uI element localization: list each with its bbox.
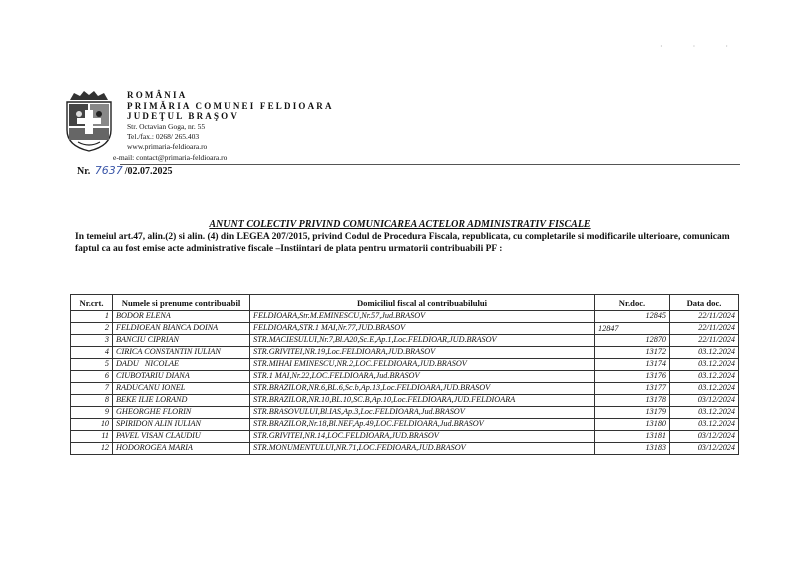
cell-address: STR.GRIVITEI,NR.19,Loc.FELDIOARA,JUD.BRASOV <box>250 347 595 359</box>
table-header-row <box>71 295 739 311</box>
cell-doc: 13178 <box>595 395 670 407</box>
cell-date: 03/12/2024 <box>670 443 739 455</box>
institution-phone: Tel./fax.: 0268/ 265.403 <box>127 131 200 141</box>
cell-address: STR.MONUMENTULUI,NR.71,LOC.FEDIOARA,JUD.BRASOV <box>250 443 595 455</box>
table-row <box>71 335 739 347</box>
registration-number <box>77 164 173 177</box>
cell-address: FELDIOARA,Str.M.EMINESCU,Nr.57,Jud.BRASOV <box>250 311 595 323</box>
cell-address: STR.1 MAI,Nr.22,LOC.FELDIOARA,Jud.BRASOV <box>250 371 595 383</box>
county-name: JUDEŢUL BRAŞOV <box>127 111 240 121</box>
table-row <box>71 419 739 431</box>
cell-name: DADU NICOLAE <box>113 359 250 371</box>
cell-doc: 12870 <box>595 335 670 347</box>
institution-email[interactable]: e-mail: contact@primaria-feldioara.ro <box>113 153 228 162</box>
cell-address: STR.BRASOVULUI,Bl.IAS,Ap.3,Loc.FELDIOARA,Jud.BRASOV <box>250 407 595 419</box>
cell-address: STR.MACIESULUI,Nr.7,Bl.A20,Sc.E,Ap.1,Loc.FELDIOAR,JUD.BRASOV <box>250 335 595 347</box>
table-row <box>71 323 739 335</box>
table-row <box>71 311 739 323</box>
cell-date: 03.12.2024 <box>670 371 739 383</box>
cell-date: 03.12.2024 <box>670 419 739 431</box>
institution-website[interactable]: www.primaria-feldioara.ro <box>127 141 208 151</box>
cell-name: BANCIU CIPRIAN <box>113 335 250 347</box>
institution-header <box>127 90 334 152</box>
cell-nr: 9 <box>71 407 113 419</box>
table-row <box>71 383 739 395</box>
cell-nr: 2 <box>71 323 113 335</box>
cell-name: CIRICA CONSTANTIN IULIAN <box>113 347 250 359</box>
cell-name: FELDIOEAN BIANCA DOINA <box>113 323 250 335</box>
cell-date: 03.12.2024 <box>670 347 739 359</box>
cell-address: STR.BRAZILOR,NR.10,BL.10,SC.B,Ap.10,Loc.FELDIOARA,JUD.FELDIOARA <box>250 395 595 407</box>
cell-name: PAVEL VISAN CLAUDIU <box>113 431 250 443</box>
table-row <box>71 395 739 407</box>
coat-of-arms-icon <box>64 90 114 152</box>
nr-label: Nr. <box>77 166 91 177</box>
table-row <box>71 431 739 443</box>
cell-date: 03.12.2024 <box>670 407 739 419</box>
table-row <box>71 371 739 383</box>
cell-name: HODOROGEA MARIA <box>113 443 250 455</box>
cell-name: BODOR ELENA <box>113 311 250 323</box>
cell-date: 03.12.2024 <box>670 359 739 371</box>
cell-doc: 13181 <box>595 431 670 443</box>
col-header-date: Data doc. <box>670 295 739 311</box>
col-header-address: Domiciliul fiscal al contribuabilului <box>250 295 595 311</box>
cell-nr: 8 <box>71 395 113 407</box>
cell-doc: 13174 <box>595 359 670 371</box>
cell-doc: 13180 <box>595 419 670 431</box>
header-divider <box>120 164 740 165</box>
cell-nr: 10 <box>71 419 113 431</box>
cell-nr: 7 <box>71 383 113 395</box>
col-header-nr: Nr.crt. <box>71 295 113 311</box>
cell-nr: 12 <box>71 443 113 455</box>
cell-doc: 12845 <box>595 311 670 323</box>
cell-date: 03/12/2024 <box>670 395 739 407</box>
col-header-doc: Nr.doc. <box>595 295 670 311</box>
cell-name: BEKE ILIE LORAND <box>113 395 250 407</box>
cell-doc: 12847 <box>595 323 670 335</box>
institution-address: Str. Octavian Goga, nr. 55 <box>127 121 206 131</box>
cell-nr: 3 <box>71 335 113 347</box>
cell-date: 22/11/2024 <box>670 335 739 347</box>
cell-doc: 13183 <box>595 443 670 455</box>
table-row <box>71 407 739 419</box>
cell-doc: 13177 <box>595 383 670 395</box>
col-header-name: Numele si prenume contribuabil <box>113 295 250 311</box>
nr-date: /02.07.2025 <box>124 166 173 177</box>
cell-date: 22/11/2024 <box>670 323 739 335</box>
cell-date: 03/12/2024 <box>670 431 739 443</box>
scan-specks: · · · <box>660 42 742 51</box>
cell-nr: 5 <box>71 359 113 371</box>
cell-address: STR.MIHAI EMINESCU,NR.2,LOC.FELDIOARA,JUD.BRASOV <box>250 359 595 371</box>
cell-name: SPIRIDON ALIN IULIAN <box>113 419 250 431</box>
table-row <box>71 347 739 359</box>
cell-doc: 13179 <box>595 407 670 419</box>
country-name: ROMÂNIA <box>127 90 188 100</box>
cell-address: STR.GRIVITEI,NR.14,LOC.FELDIOARA,JUD.BRASOV <box>250 431 595 443</box>
table-row <box>71 359 739 371</box>
taxpayers-table <box>70 294 739 455</box>
cell-address: STR.BRAZILOR,NR.6,BL.6,Sc.b,Ap.13,Loc.FELDIOARA,JUD.BRASOV <box>250 383 595 395</box>
cell-nr: 6 <box>71 371 113 383</box>
cell-doc: 13172 <box>595 347 670 359</box>
document-title: ANUNT COLECTIV PRIVIND COMUNICAREA ACTELOR ADMINISTRATIV FISCALE <box>209 219 591 230</box>
cell-date: 03.12.2024 <box>670 383 739 395</box>
institution-name: PRIMĂRIA COMUNEI FELDIOARA <box>127 100 334 111</box>
cell-name: RADUCANU IONEL <box>113 383 250 395</box>
cell-nr: 4 <box>71 347 113 359</box>
intro-paragraph: In temeiul art.47, alin.(2) si alin. (4) din LEGEA 207/2015, privind Codul de Procedura Fiscala, republicata, cu completarile si modificarile ulterioare, comunicam faptul ca au fost emise acte administrative fiscale –Instiintari de plata pentru urmatorii contribuabili PF : <box>75 232 730 254</box>
cell-doc: 13176 <box>595 371 670 383</box>
cell-nr: 1 <box>71 311 113 323</box>
cell-nr: 11 <box>71 431 113 443</box>
table-row <box>71 443 739 455</box>
cell-name: CIUBOTARIU DIANA <box>113 371 250 383</box>
cell-address: STR.BRAZILOR,Nr.18,Bl.NEF,Ap.49,LOC.FELDIOARA,Jud.BRASOV <box>250 419 595 431</box>
cell-name: GHEORGHE FLORIN <box>113 407 250 419</box>
cell-date: 22/11/2024 <box>670 311 739 323</box>
cell-address: FELDIOARA,STR.1 MAI,Nr.77,JUD.BRASOV <box>250 323 595 335</box>
nr-handwritten: 7637 <box>94 164 123 177</box>
